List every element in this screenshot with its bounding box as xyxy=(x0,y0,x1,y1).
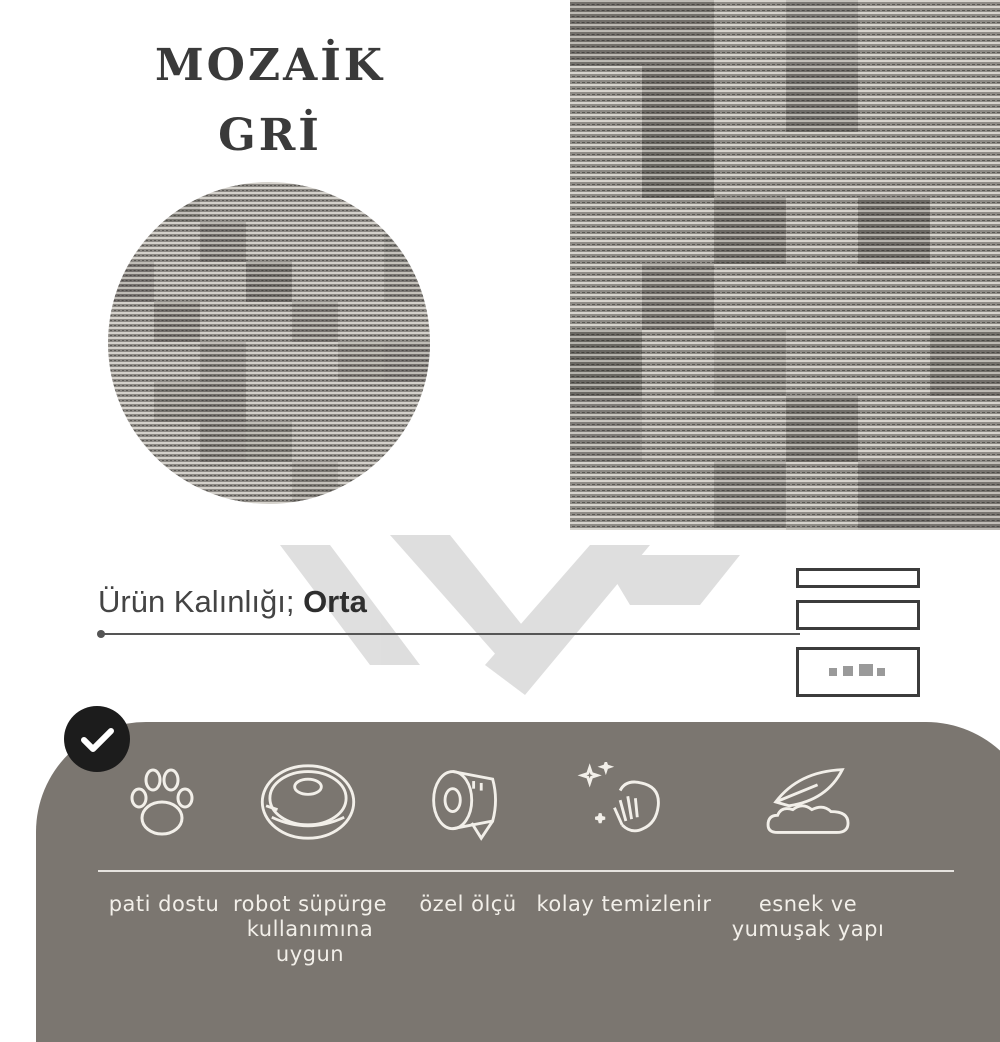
feature-label-custom-size: özel ölçü xyxy=(419,892,517,916)
mosaic-block xyxy=(642,132,714,198)
cleaning-hand-icon xyxy=(576,762,670,842)
mosaic-block xyxy=(292,302,338,342)
mosaic-block xyxy=(786,396,858,462)
mosaic-block xyxy=(858,198,930,264)
thickness-line xyxy=(100,633,800,635)
mosaic-block xyxy=(786,66,858,132)
mosaic-block xyxy=(930,330,1000,396)
mosaic-block xyxy=(108,262,154,302)
mosaic-block xyxy=(384,262,430,302)
thickness-medium-icon xyxy=(796,600,920,630)
mosaic-block xyxy=(642,66,714,132)
feature-label-easy-clean: kolay temizlenir xyxy=(536,892,712,916)
mosaic-block xyxy=(200,222,246,262)
mosaic-block xyxy=(384,222,430,262)
product-name: MOZAİK xyxy=(154,40,386,91)
texture-swatch-square xyxy=(570,0,1000,530)
mosaic-block xyxy=(108,502,154,504)
mosaic-block xyxy=(384,462,430,502)
mosaic-block xyxy=(292,462,338,502)
features-divider xyxy=(98,870,954,872)
product-color: GRİ xyxy=(218,110,322,161)
mosaic-block xyxy=(200,342,246,382)
mosaic-block xyxy=(858,528,930,530)
mosaic-block xyxy=(714,330,786,396)
mosaic-block xyxy=(246,422,292,462)
mosaic-block xyxy=(154,302,200,342)
mosaic-block xyxy=(200,422,246,462)
thickness-label: Ürün Kalınlığı; xyxy=(98,584,295,619)
check-icon xyxy=(64,706,130,772)
thickness-thick-icon xyxy=(796,647,920,697)
feature-label-robot-vacuum: robot süpürge kullanımına uygun xyxy=(232,892,387,966)
mosaic-block xyxy=(246,262,292,302)
mosaic-block xyxy=(108,462,154,502)
mosaic-block xyxy=(384,342,430,382)
feature-label-soft-structure: esnek ve yumuşak yapı xyxy=(731,892,885,941)
mosaic-block xyxy=(570,330,642,396)
mosaic-block xyxy=(384,182,430,222)
robot-vacuum-icon xyxy=(256,762,360,842)
mosaic-block xyxy=(714,198,786,264)
paw-icon xyxy=(122,762,202,842)
mosaic-block xyxy=(200,502,246,504)
texture-swatch-circle xyxy=(108,182,430,504)
measuring-tape-icon xyxy=(424,762,508,842)
thickness-thin-icon xyxy=(796,568,920,588)
mosaic-block xyxy=(154,502,200,504)
thickness-value: Orta xyxy=(303,584,367,619)
mosaic-block xyxy=(786,528,858,530)
mosaic-block xyxy=(338,342,384,382)
thickness-info xyxy=(98,584,367,620)
mosaic-block xyxy=(154,382,200,422)
mosaic-block xyxy=(200,382,246,422)
feather-cloud-icon xyxy=(758,762,860,842)
mosaic-block xyxy=(930,528,1000,530)
feature-label-pet-friendly: pati dostu xyxy=(108,892,220,916)
mosaic-block xyxy=(930,462,1000,528)
mosaic-block xyxy=(786,0,858,66)
mosaic-block xyxy=(570,396,642,462)
mosaic-block xyxy=(642,264,714,330)
mosaic-block xyxy=(154,182,200,222)
mosaic-block xyxy=(858,462,930,528)
mosaic-block xyxy=(570,0,642,66)
mosaic-block xyxy=(642,0,714,66)
